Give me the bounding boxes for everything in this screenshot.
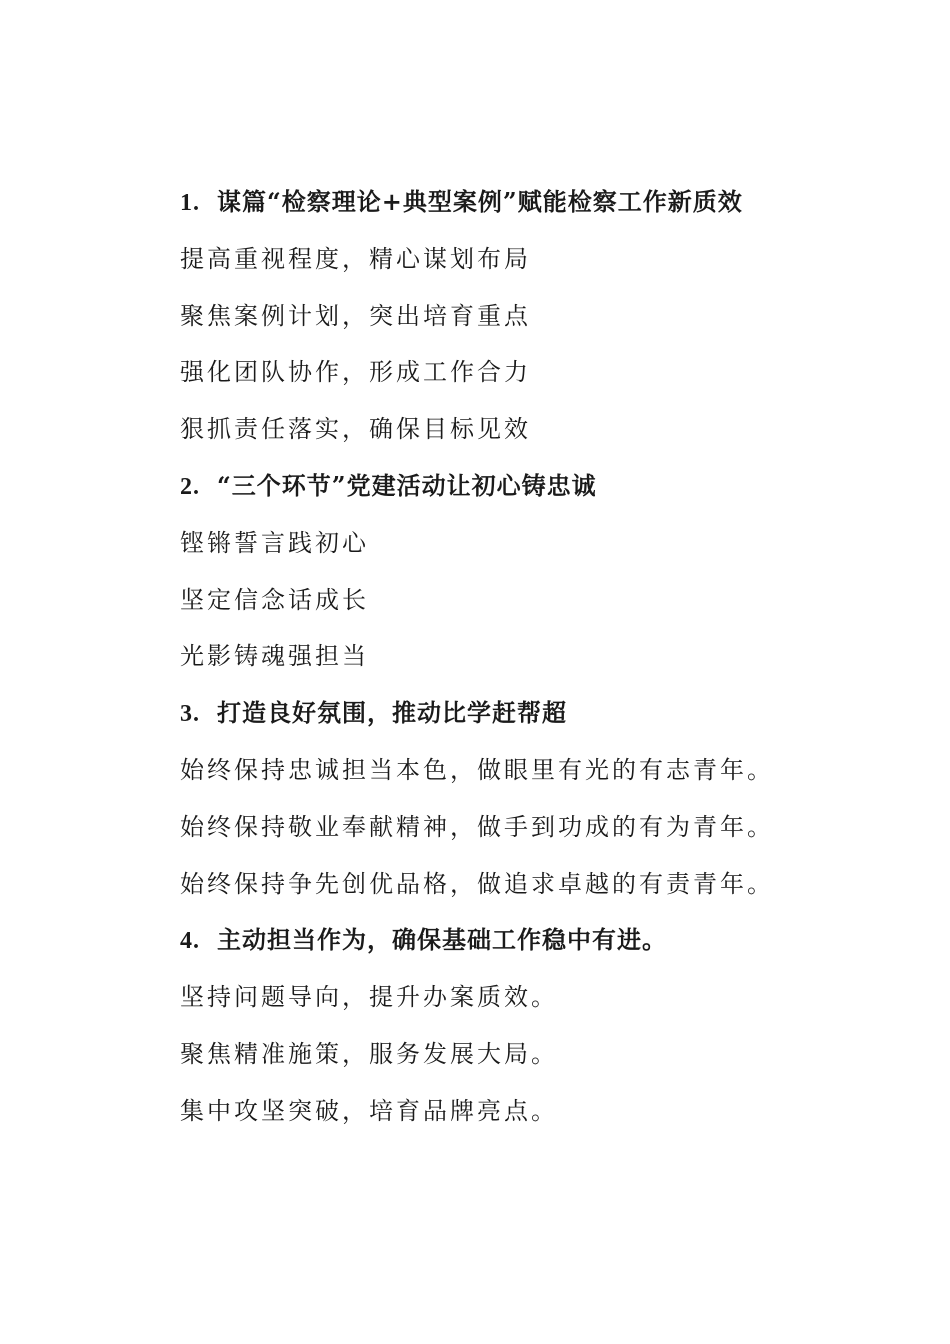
section-number: 2.	[180, 473, 200, 500]
section-title: 打造良好氛围，推动比学赶帮超	[217, 698, 567, 728]
list-item: 聚焦案例计划，突出培育重点	[180, 301, 531, 330]
section-number: 3.	[180, 701, 200, 728]
section-number: 1.	[180, 190, 200, 216]
list-item: 集中攻坚突破，培育品牌亮点。	[180, 1096, 558, 1125]
section-title: 主动担当作为，确保基础工作稳中有进。	[217, 925, 667, 955]
list-item: 始终保持忠诚担当本色，做眼里有光的有志青年。	[180, 755, 774, 784]
list-item: 狠抓责任落实，确保目标见效	[180, 415, 531, 444]
document-body	[180, 174, 880, 1140]
list-item: 铿锵誓言践初心	[180, 528, 369, 557]
section-heading-3	[180, 685, 880, 742]
section-title: 谋篇“检察理论+典型案例”赋能检察工作新质效	[217, 187, 743, 216]
list-item: 始终保持敬业奉献精神，做手到功成的有为青年。	[180, 812, 774, 841]
section-number: 4.	[180, 928, 200, 955]
list-item: 提高重视程度，精心谋划布局	[180, 244, 531, 273]
list-item: 始终保持争先创优品格，做追求卓越的有责青年。	[180, 869, 774, 898]
section-title: “三个环节”党建活动让初心铸忠诚	[217, 470, 597, 500]
list-item: 坚持问题导向，提升办案质效。	[180, 983, 558, 1012]
section-heading-2	[180, 458, 880, 515]
list-item: 光影铸魂强担当	[180, 642, 369, 671]
section-heading-4	[180, 912, 880, 969]
list-item: 聚焦精准施策，服务发展大局。	[180, 1039, 558, 1068]
section-heading-1	[180, 174, 880, 231]
list-item: 坚定信念话成长	[180, 585, 369, 614]
list-item: 强化团队协作，形成工作合力	[180, 358, 531, 387]
